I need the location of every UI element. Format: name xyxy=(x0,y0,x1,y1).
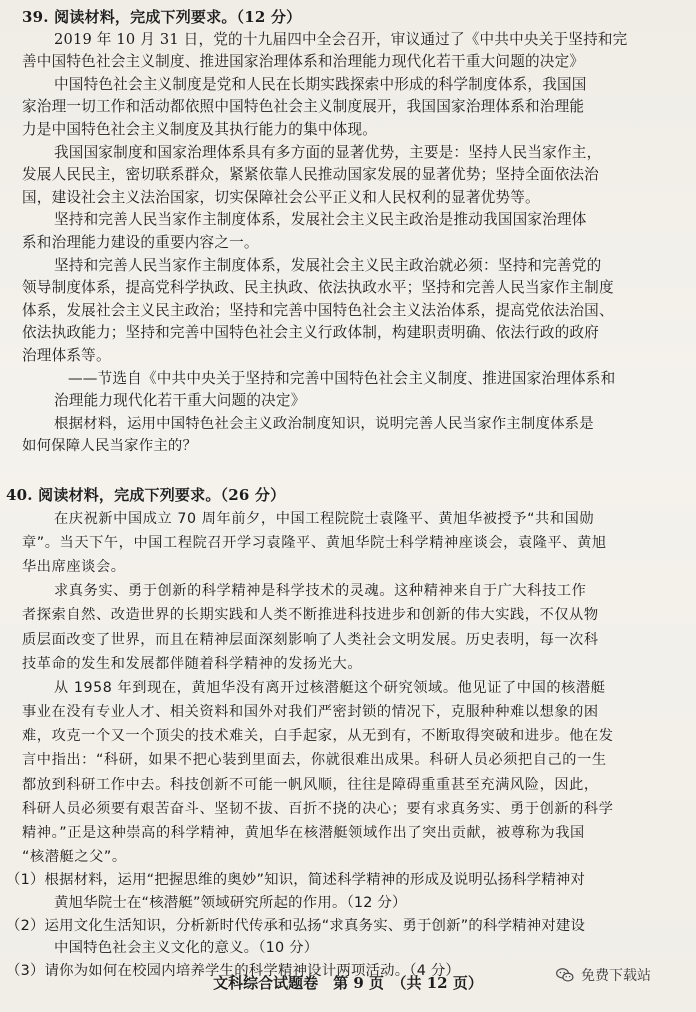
question-40 xyxy=(6,484,682,982)
wechat-icon xyxy=(555,965,575,985)
q39-line: 我国国家制度和国家治理体系具有多方面的显著优势，主要是：坚持人民当家作主， xyxy=(54,143,602,161)
q40-line: 精神。”正是这种崇高的科学精神，黄旭华在核潜艇领域作出了突出贡献，被尊称为我国 xyxy=(22,825,585,842)
q40-line: 华出席座谈会。 xyxy=(22,558,126,575)
q39-line: 治理体系等。 xyxy=(22,346,111,364)
watermark xyxy=(555,965,651,985)
q39-line: 坚持和完善人民当家作主制度体系，发展社会主义民主政治就必须：坚持和完善党的 xyxy=(54,256,602,274)
page-footer: 文科综合试题卷 第 9 页 （共 12 页） xyxy=(213,974,483,992)
q40-line: 从 1958 年到现在，黄旭华没有离开过核潜艇这个研究领域。他见证了中国的核潜艇 xyxy=(54,679,606,696)
watermark-text: 免费下载站 xyxy=(581,968,651,984)
q39-question: 根据材料，运用中国特色社会主义政治制度知识，说明完善人民当家作主制度体系是 xyxy=(54,415,594,432)
q40-line: 者探索自然、改造世界的长期实践和人类不断推进科技进步和创新的伟大实践，不仅从物 xyxy=(22,607,599,624)
q39-line: 国，建设社会主义法治国家，切实保障社会公平正义和人民权利的显著优势等。 xyxy=(22,188,540,206)
q40-line: 求真务实、勇于创新的科学精神是科学技术的灵魂。这种精神来自于广大科技工作 xyxy=(54,583,587,600)
q40-line: 难，攻克一个又一个顶尖的技术难关，白手起家，从无到有，不断取得突破和进步。他在发 xyxy=(22,728,614,745)
q40-line: “核潜艇之父”。 xyxy=(22,849,127,866)
q39-source: ——节选自《中共中央关于坚持和完善中国特色社会主义制度、推进国家治理体系和 xyxy=(68,369,616,387)
q39-question: 如何保障人民当家作主的？ xyxy=(22,438,198,455)
q39-line: 领导制度体系，提高党科学执政、民主执政、依法执政水平；坚持和完善人民当家作主制度 xyxy=(22,279,614,297)
q39-line: 力是中国特色社会主义制度及其执行能力的集中体现。 xyxy=(22,120,378,138)
q40-subquestion-1-cont: 黄旭华院士在“核潜艇”领域研究所起的作用。（12 分） xyxy=(54,895,407,911)
q39-line: 善中国特色社会主义制度、推进国家治理体系和治理能力现代化若干重大问题的决定》 xyxy=(22,53,585,71)
q40-line: 都放到科研工作中去。科技创新不可能一帆风顺，往往是障碍重重甚至充满风险，因此， xyxy=(22,776,599,793)
q40-line: 质层面改变了世界，而且在精神层面深刻影响了人类社会文明发展。历史表明，每一次科 xyxy=(22,631,599,648)
q40-subquestion-2: （2）运用文化生活知识，分析新时代传承和弘扬“求真务实、勇于创新”的科学精神对建设 xyxy=(6,917,586,934)
q39-line: 系和治理能力建设的重要内容之一。 xyxy=(22,233,259,251)
q39-line: 依法执政能力；坚持和完善中国特色社会主义行政体制，构建职责明确、依法行政的政府 xyxy=(22,324,599,342)
question-39 xyxy=(22,6,682,458)
q39-line: 中国特色社会主义制度是党和人民在长期实践探索中形成的科学制度体系，我国国 xyxy=(54,75,587,93)
q40-subquestion-1: （1）根据材料，运用“把握思维的奥妙”知识，简述科学精神的形成及说明弘扬科学精神对 xyxy=(6,872,586,889)
q39-line: 坚持和完善人民当家作主制度体系，发展社会主义民主政治是推动我国国家治理体 xyxy=(54,211,587,229)
q40-line: 言中指出：“科研，如果不把心装到里面去，你就很难出成果。科研人员必须把自己的一生 xyxy=(22,752,607,769)
q40-line: 在庆祝新中国成立 70 周年前夕，中国工程院院士袁隆平、黄旭华被授予“共和国勋 xyxy=(54,510,595,527)
q40-line: 科研人员必须要有艰苦奋斗、坚韧不拔、百折不挠的决心；要有求真务实、勇于创新的科学 xyxy=(22,800,614,817)
q40-heading: 40. 阅读材料，完成下列要求。（26 分） xyxy=(6,486,286,504)
q40-line: 章”。当天下午，中国工程院召开学习袁隆平、黄旭华院士科学精神座谈会，袁隆平、黄旭 xyxy=(22,534,607,551)
q39-line: 发展人民民主，密切联系群众，紧紧依靠人民推动国家发展的显著优势；坚持全面依法治 xyxy=(22,166,599,184)
q39-line: 家治理一切工作和活动都依照中国特色社会主义制度展开，我国国家治理体系和治理能 xyxy=(22,98,585,116)
q39-heading: 39. 阅读材料，完成下列要求。（12 分） xyxy=(22,8,302,26)
q39-line: 2019 年 10 月 31 日，党的十九届四中全会召开，审议通过了《中共中央关于坚持和完 xyxy=(54,30,628,48)
q39-line: 体系，发展社会主义民主政治；坚持和完善中国特色社会主义法治体系，提高党依法治国、 xyxy=(22,301,614,319)
q40-line: 事业在没有专业人才、相关资料和国外对我们严密封锁的情况下，克服种种难以想象的困 xyxy=(22,704,599,721)
q40-line: 技革命的发生和发展都伴随着科学精神的发扬光大。 xyxy=(22,655,363,672)
q40-subquestion-2-cont: 中国特色社会主义文化的意义。（10 分） xyxy=(54,940,319,957)
q39-source: 治理能力现代化若干重大问题的决定》 xyxy=(54,392,306,410)
q40-subquestion-3: （3）请你为如何在校园内培养学生的科学精神设计两项活动。（4 分） xyxy=(6,962,461,979)
